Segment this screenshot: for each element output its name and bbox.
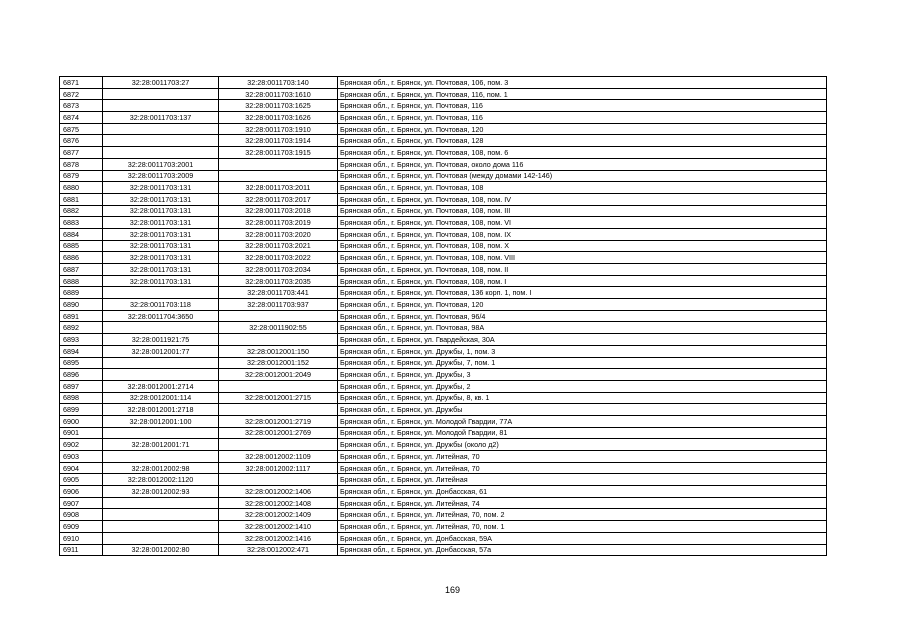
table-row — [60, 252, 827, 264]
table-row — [60, 509, 827, 521]
address-cell: Брянская обл., г. Брянск, ул. Почтовая, 128 — [338, 135, 827, 147]
registry-table-body — [60, 77, 827, 556]
object-cadastral-number-cell: 32:28:0011703:2021 — [219, 240, 338, 252]
address-cell: Брянская обл., г. Брянск, ул. Почтовая, 106, пом. 3 — [338, 77, 827, 89]
address-cell: Брянская обл., г. Брянск, ул. Дружбы, 1, пом. 3 — [338, 345, 827, 357]
address-cell: Брянская обл., г. Брянск, ул. Дружбы, 8, кв. 1 — [338, 392, 827, 404]
row-number-cell: 6892 — [60, 322, 103, 334]
page-number: 169 — [444, 585, 461, 595]
object-cadastral-number-cell: 32:28:0011703:2022 — [219, 252, 338, 264]
cadastral-number-cell: 32:28:0011703:27 — [103, 77, 219, 89]
address-cell: Брянская обл., г. Брянск, ул. Почтовая, 136 корп. 1, пом. I — [338, 287, 827, 299]
cadastral-number-cell: 32:28:0011703:131 — [103, 182, 219, 194]
object-cadastral-number-cell: 32:28:0011703:937 — [219, 299, 338, 311]
cadastral-number-cell: 32:28:0011703:118 — [103, 299, 219, 311]
table-row — [60, 182, 827, 194]
object-cadastral-number-cell: 32:28:0012001:2719 — [219, 415, 338, 427]
address-cell: Брянская обл., г. Брянск, ул. Почтовая, 108, пом. VIII — [338, 252, 827, 264]
row-number-cell: 6908 — [60, 509, 103, 521]
row-number-cell: 6894 — [60, 345, 103, 357]
address-cell: Брянская обл., г. Брянск, ул. Почтовая, 108, пом. IX — [338, 228, 827, 240]
row-number-cell: 6880 — [60, 182, 103, 194]
address-cell: Брянская обл., г. Брянск, ул. Литейная, 70 — [338, 462, 827, 474]
cadastral-number-cell: 32:28:0011703:131 — [103, 252, 219, 264]
row-number-cell: 6878 — [60, 158, 103, 170]
row-number-cell: 6889 — [60, 287, 103, 299]
cadastral-number-cell — [103, 521, 219, 533]
cadastral-number-cell: 32:28:0011703:131 — [103, 275, 219, 287]
row-number-cell: 6893 — [60, 334, 103, 346]
address-cell: Брянская обл., г. Брянск, ул. Почтовая, 108, пом. III — [338, 205, 827, 217]
address-cell: Брянская обл., г. Брянск, ул. Почтовая, 108, пом. 6 — [338, 147, 827, 159]
table-row — [60, 439, 827, 451]
row-number-cell: 6884 — [60, 228, 103, 240]
row-number-cell: 6872 — [60, 88, 103, 100]
cadastral-number-cell: 32:28:0011703:131 — [103, 205, 219, 217]
row-number-cell: 6885 — [60, 240, 103, 252]
address-cell: Брянская обл., г. Брянск, ул. Почтовая, 108, пом. X — [338, 240, 827, 252]
cadastral-number-cell: 32:28:0012001:71 — [103, 439, 219, 451]
address-cell: Брянская обл., г. Брянск, ул. Почтовая, 116, пом. 1 — [338, 88, 827, 100]
row-number-cell: 6891 — [60, 310, 103, 322]
object-cadastral-number-cell: 32:28:0012002:1416 — [219, 532, 338, 544]
cadastral-number-cell — [103, 123, 219, 135]
row-number-cell: 6898 — [60, 392, 103, 404]
registry-table — [59, 76, 827, 556]
table-row — [60, 369, 827, 381]
table-row — [60, 77, 827, 89]
object-cadastral-number-cell: 32:28:0011703:441 — [219, 287, 338, 299]
address-cell: Брянская обл., г. Брянск, ул. Почтовая, 108, пом. II — [338, 264, 827, 276]
table-row — [60, 228, 827, 240]
cadastral-number-cell: 32:28:0011703:2001 — [103, 158, 219, 170]
cadastral-number-cell: 32:28:0011703:131 — [103, 264, 219, 276]
object-cadastral-number-cell — [219, 404, 338, 416]
row-number-cell: 6881 — [60, 193, 103, 205]
table-row — [60, 357, 827, 369]
address-cell: Брянская обл., г. Брянск, ул. Почтовая (между домами 142-146) — [338, 170, 827, 182]
row-number-cell: 6903 — [60, 451, 103, 463]
object-cadastral-number-cell: 32:28:0012001:152 — [219, 357, 338, 369]
table-row — [60, 170, 827, 182]
object-cadastral-number-cell: 32:28:0012001:2049 — [219, 369, 338, 381]
object-cadastral-number-cell: 32:28:0012001:2715 — [219, 392, 338, 404]
table-row — [60, 275, 827, 287]
row-number-cell: 6899 — [60, 404, 103, 416]
cadastral-number-cell: 32:28:0012002:98 — [103, 462, 219, 474]
cadastral-number-cell — [103, 287, 219, 299]
address-cell: Брянская обл., г. Брянск, ул. Дружбы, 7, пом. 1 — [338, 357, 827, 369]
cadastral-number-cell — [103, 497, 219, 509]
cadastral-number-cell — [103, 147, 219, 159]
object-cadastral-number-cell — [219, 310, 338, 322]
table-row — [60, 240, 827, 252]
row-number-cell: 6897 — [60, 380, 103, 392]
row-number-cell: 6910 — [60, 532, 103, 544]
row-number-cell: 6911 — [60, 544, 103, 556]
row-number-cell: 6875 — [60, 123, 103, 135]
object-cadastral-number-cell: 32:28:0011902:55 — [219, 322, 338, 334]
table-row — [60, 158, 827, 170]
address-cell: Брянская обл., г. Брянск, ул. Почтовая, 108, пом. I — [338, 275, 827, 287]
row-number-cell: 6887 — [60, 264, 103, 276]
object-cadastral-number-cell: 32:28:0011703:2035 — [219, 275, 338, 287]
row-number-cell: 6871 — [60, 77, 103, 89]
address-cell: Брянская обл., г. Брянск, ул. Почтовая, 108, пом. IV — [338, 193, 827, 205]
table-row — [60, 532, 827, 544]
table-row — [60, 486, 827, 498]
object-cadastral-number-cell: 32:28:0012002:1406 — [219, 486, 338, 498]
cadastral-number-cell — [103, 369, 219, 381]
table-row — [60, 462, 827, 474]
table-row — [60, 217, 827, 229]
row-number-cell: 6886 — [60, 252, 103, 264]
cadastral-number-cell — [103, 451, 219, 463]
table-row — [60, 334, 827, 346]
table-row — [60, 193, 827, 205]
row-number-cell: 6895 — [60, 357, 103, 369]
address-cell: Брянская обл., г. Брянск, ул. Почтовая, 108, пом. VI — [338, 217, 827, 229]
object-cadastral-number-cell: 32:28:0012002:1409 — [219, 509, 338, 521]
row-number-cell: 6882 — [60, 205, 103, 217]
row-number-cell: 6904 — [60, 462, 103, 474]
object-cadastral-number-cell: 32:28:0011703:140 — [219, 77, 338, 89]
object-cadastral-number-cell: 32:28:0011703:2034 — [219, 264, 338, 276]
object-cadastral-number-cell: 32:28:0011703:1914 — [219, 135, 338, 147]
table-row — [60, 299, 827, 311]
table-row — [60, 135, 827, 147]
object-cadastral-number-cell — [219, 380, 338, 392]
address-cell: Брянская обл., г. Брянск, ул. Литейная, 70, пом. 1 — [338, 521, 827, 533]
table-row — [60, 310, 827, 322]
cadastral-number-cell: 32:28:0011704:3650 — [103, 310, 219, 322]
row-number-cell: 6900 — [60, 415, 103, 427]
cadastral-number-cell: 32:28:0011703:131 — [103, 240, 219, 252]
cadastral-number-cell: 32:28:0012001:2714 — [103, 380, 219, 392]
object-cadastral-number-cell: 32:28:0011703:2011 — [219, 182, 338, 194]
cadastral-number-cell — [103, 532, 219, 544]
row-number-cell: 6896 — [60, 369, 103, 381]
cadastral-number-cell — [103, 88, 219, 100]
table-row — [60, 147, 827, 159]
table-row — [60, 544, 827, 556]
cadastral-number-cell: 32:28:0012001:77 — [103, 345, 219, 357]
row-number-cell: 6879 — [60, 170, 103, 182]
row-number-cell: 6905 — [60, 474, 103, 486]
row-number-cell: 6890 — [60, 299, 103, 311]
cadastral-number-cell: 32:28:0011703:131 — [103, 217, 219, 229]
row-number-cell: 6888 — [60, 275, 103, 287]
cadastral-number-cell: 32:28:0011703:2009 — [103, 170, 219, 182]
address-cell: Брянская обл., г. Брянск, ул. Дружбы, 2 — [338, 380, 827, 392]
row-number-cell: 6883 — [60, 217, 103, 229]
object-cadastral-number-cell: 32:28:0012002:1410 — [219, 521, 338, 533]
address-cell: Брянская обл., г. Брянск, ул. Гвардейская, 30А — [338, 334, 827, 346]
address-cell: Брянская обл., г. Брянск, ул. Литейная, 70, пом. 2 — [338, 509, 827, 521]
object-cadastral-number-cell: 32:28:0012002:471 — [219, 544, 338, 556]
address-cell: Брянская обл., г. Брянск, ул. Почтовая, 116 — [338, 112, 827, 124]
table-row — [60, 474, 827, 486]
object-cadastral-number-cell — [219, 474, 338, 486]
address-cell: Брянская обл., г. Брянск, ул. Литейная — [338, 474, 827, 486]
object-cadastral-number-cell: 32:28:0012001:150 — [219, 345, 338, 357]
table-row — [60, 451, 827, 463]
cadastral-number-cell — [103, 135, 219, 147]
address-cell: Брянская обл., г. Брянск, ул. Молодой Гвардии, 81 — [338, 427, 827, 439]
row-number-cell: 6874 — [60, 112, 103, 124]
object-cadastral-number-cell: 32:28:0012002:1109 — [219, 451, 338, 463]
row-number-cell: 6877 — [60, 147, 103, 159]
table-row — [60, 497, 827, 509]
address-cell: Брянская обл., г. Брянск, ул. Молодой Гвардии, 77А — [338, 415, 827, 427]
cadastral-number-cell — [103, 100, 219, 112]
address-cell: Брянская обл., г. Брянск, ул. Почтовая, 98А — [338, 322, 827, 334]
cadastral-number-cell: 32:28:0011921:75 — [103, 334, 219, 346]
cadastral-number-cell: 32:28:0012001:114 — [103, 392, 219, 404]
object-cadastral-number-cell: 32:28:0011703:2019 — [219, 217, 338, 229]
row-number-cell: 6907 — [60, 497, 103, 509]
row-number-cell: 6873 — [60, 100, 103, 112]
table-row — [60, 415, 827, 427]
row-number-cell: 6901 — [60, 427, 103, 439]
object-cadastral-number-cell — [219, 158, 338, 170]
table-row — [60, 205, 827, 217]
row-number-cell: 6876 — [60, 135, 103, 147]
address-cell: Брянская обл., г. Брянск, ул. Донбасская, 59А — [338, 532, 827, 544]
object-cadastral-number-cell: 32:28:0012001:2769 — [219, 427, 338, 439]
row-number-cell: 6906 — [60, 486, 103, 498]
table-row — [60, 100, 827, 112]
address-cell: Брянская обл., г. Брянск, ул. Почтовая, 120 — [338, 123, 827, 135]
cadastral-number-cell — [103, 322, 219, 334]
address-cell: Брянская обл., г. Брянск, ул. Дружбы (около д2) — [338, 439, 827, 451]
cadastral-number-cell: 32:28:0011703:131 — [103, 193, 219, 205]
cadastral-number-cell: 32:28:0012001:100 — [103, 415, 219, 427]
table-row — [60, 427, 827, 439]
table-row — [60, 345, 827, 357]
table-row — [60, 264, 827, 276]
address-cell: Брянская обл., г. Брянск, ул. Почтовая, 120 — [338, 299, 827, 311]
address-cell: Брянская обл., г. Брянск, ул. Литейная, 70 — [338, 451, 827, 463]
object-cadastral-number-cell: 32:28:0011703:2018 — [219, 205, 338, 217]
object-cadastral-number-cell: 32:28:0011703:1625 — [219, 100, 338, 112]
cadastral-number-cell — [103, 427, 219, 439]
address-cell: Брянская обл., г. Брянск, ул. Дружбы — [338, 404, 827, 416]
cadastral-number-cell: 32:28:0012002:80 — [103, 544, 219, 556]
address-cell: Брянская обл., г. Брянск, ул. Дружбы, 3 — [338, 369, 827, 381]
row-number-cell: 6902 — [60, 439, 103, 451]
table-row — [60, 112, 827, 124]
cadastral-number-cell — [103, 357, 219, 369]
table-row — [60, 322, 827, 334]
cadastral-number-cell — [103, 509, 219, 521]
object-cadastral-number-cell: 32:28:0011703:2017 — [219, 193, 338, 205]
object-cadastral-number-cell: 32:28:0012002:1117 — [219, 462, 338, 474]
table-row — [60, 404, 827, 416]
address-cell: Брянская обл., г. Брянск, ул. Почтовая, 108 — [338, 182, 827, 194]
table-row — [60, 521, 827, 533]
cadastral-number-cell: 32:28:0011703:137 — [103, 112, 219, 124]
address-cell: Брянская обл., г. Брянск, ул. Почтовая, 96/4 — [338, 310, 827, 322]
table-row — [60, 392, 827, 404]
table-row — [60, 380, 827, 392]
address-cell: Брянская обл., г. Брянск, ул. Литейная, 74 — [338, 497, 827, 509]
table-row — [60, 287, 827, 299]
object-cadastral-number-cell: 32:28:0011703:1626 — [219, 112, 338, 124]
object-cadastral-number-cell: 32:28:0011703:1915 — [219, 147, 338, 159]
object-cadastral-number-cell: 32:28:0012002:1408 — [219, 497, 338, 509]
object-cadastral-number-cell — [219, 439, 338, 451]
object-cadastral-number-cell — [219, 334, 338, 346]
table-row — [60, 123, 827, 135]
cadastral-number-cell: 32:28:0012002:93 — [103, 486, 219, 498]
cadastral-number-cell: 32:28:0012001:2718 — [103, 404, 219, 416]
address-cell: Брянская обл., г. Брянск, ул. Донбасская, 57а — [338, 544, 827, 556]
object-cadastral-number-cell: 32:28:0011703:1910 — [219, 123, 338, 135]
cadastral-number-cell: 32:28:0012002:1120 — [103, 474, 219, 486]
object-cadastral-number-cell: 32:28:0011703:1610 — [219, 88, 338, 100]
object-cadastral-number-cell: 32:28:0011703:2020 — [219, 228, 338, 240]
address-cell: Брянская обл., г. Брянск, ул. Почтовая, 116 — [338, 100, 827, 112]
object-cadastral-number-cell — [219, 170, 338, 182]
address-cell: Брянская обл., г. Брянск, ул. Почтовая, около дома 116 — [338, 158, 827, 170]
table-row — [60, 88, 827, 100]
row-number-cell: 6909 — [60, 521, 103, 533]
cadastral-number-cell: 32:28:0011703:131 — [103, 228, 219, 240]
address-cell: Брянская обл., г. Брянск, ул. Донбасская, 61 — [338, 486, 827, 498]
